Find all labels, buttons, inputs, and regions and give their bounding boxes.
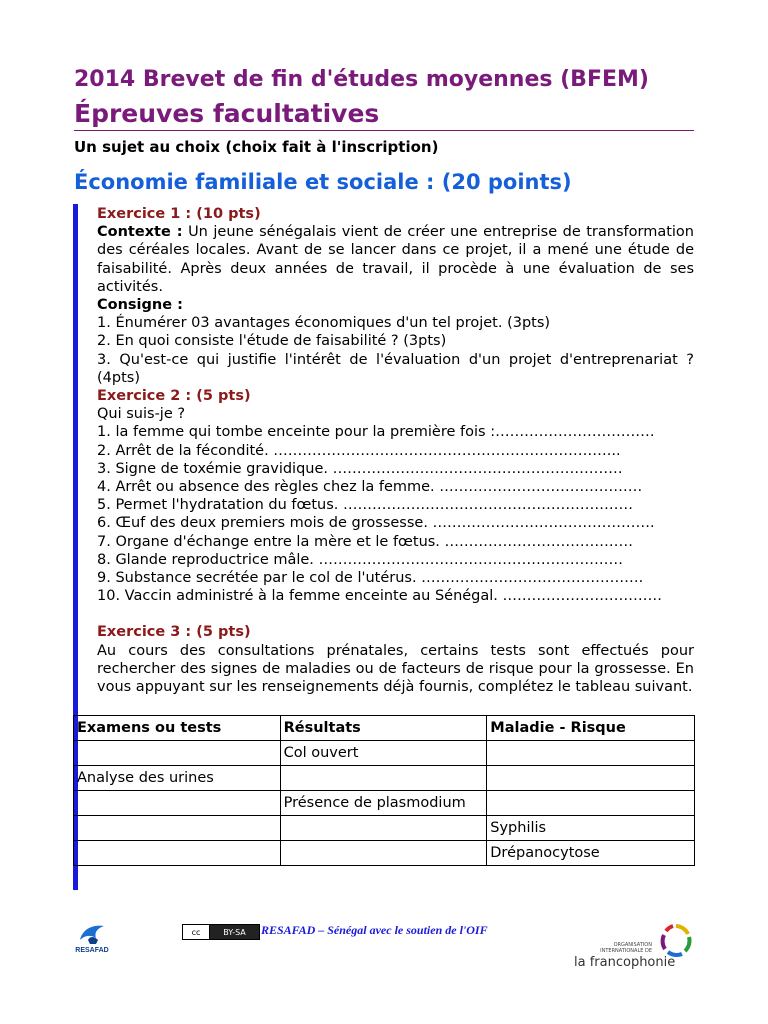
- table-cell: Analyse des urines: [74, 766, 281, 791]
- table-cell[interactable]: [74, 841, 281, 866]
- exercise-2-heading: Exercice 2 : (5 pts): [97, 388, 251, 405]
- table-row: [74, 741, 695, 766]
- section-title: Économie familiale et sociale : (20 points): [74, 170, 572, 194]
- table-cell: Col ouvert: [280, 741, 487, 766]
- title-divider: [74, 130, 694, 131]
- table-cell[interactable]: [487, 791, 695, 816]
- exercise-content: [97, 205, 694, 696]
- exercise-1-item: 3. Qu'est-ce qui justifie l'intérêt de l'évaluation d'un projet d'entreprenariat ? (4pts): [97, 351, 694, 386]
- francophonie-logo-icon: [572, 920, 696, 970]
- exercise-2-item: 1. la femme qui tombe enceinte pour la première fois :……………………………: [97, 424, 655, 441]
- cc-license-badge[interactable]: [182, 924, 260, 940]
- exercise-2-item: 8. Glande reproductrice mâle. ………………………………………………………: [97, 551, 624, 568]
- oif-name: la francophonie: [574, 955, 676, 970]
- spacer: [97, 605, 694, 623]
- table-cell[interactable]: [280, 841, 487, 866]
- table-row: [74, 791, 695, 816]
- exercise-1-heading: Exercice 1 : (10 pts): [97, 206, 261, 222]
- exercise-2-item: 7. Organe d'échange entre la mère et le fœtus. …………………………………: [97, 533, 634, 550]
- table-header-row: [74, 716, 695, 741]
- choice-note: Un sujet au choix (choix fait à l'inscription): [74, 138, 439, 156]
- context-label: Contexte :: [97, 224, 183, 241]
- table-cell: Drépanocytose: [487, 841, 695, 866]
- table-cell[interactable]: [487, 766, 695, 791]
- table-cell[interactable]: [280, 766, 487, 791]
- exercise-2-item: 2. Arrêt de la fécondité. ……………………………………………………………...: [97, 442, 621, 459]
- exercise-1-item: 1. Énumérer 03 avantages économiques d'un tel projet. (3pts): [97, 315, 551, 332]
- document-title: 2014 Brevet de fin d'études moyennes (BFEM): [74, 67, 649, 92]
- exercise-1-item: 2. En quoi consiste l'étude de faisabilité ? (3pts): [97, 333, 447, 350]
- table-cell[interactable]: [74, 741, 281, 766]
- exercise-2-item: 6. Œuf des deux premiers mois de grossesse. ……………………………………….: [97, 515, 655, 532]
- exercise-2-item: 10. Vaccin administré à la femme enceinte au Sénégal. ……………………………: [97, 588, 663, 605]
- table-row: [74, 841, 695, 866]
- consigne-label: Consigne :: [97, 297, 183, 314]
- resafad-logo-icon: [74, 920, 110, 954]
- oif-small-text-1: ORGANISATION: [613, 942, 652, 948]
- table-cell: Présence de plasmodium: [280, 791, 487, 816]
- exercise-2-item: 4. Arrêt ou absence des règles chez la femme. ……………………………………: [97, 479, 643, 496]
- footer-credit: RESAFAD – Sénégal avec le soutien de l'OIF: [261, 923, 488, 937]
- table-cell[interactable]: [280, 816, 487, 841]
- exercise-3-heading: Exercice 3 : (5 pts): [97, 624, 251, 641]
- exercise-2-intro: Qui suis-je ?: [97, 406, 186, 423]
- table-cell[interactable]: [74, 791, 281, 816]
- resafad-logo-label: RESAFAD: [75, 947, 109, 954]
- table-header-cell: Maladie - Risque: [487, 716, 695, 741]
- exercise-3-text: Au cours des consultations prénatales, certains tests sont effectués pour rechercher des signes de maladies ou de facteurs de risque pour la grossesse. En vous appuyant sur les renseignements déjà fournis, complétez le tableau suivant.: [97, 642, 694, 696]
- exercise-1-context: [97, 223, 694, 296]
- by-sa-label: BY-SA: [210, 925, 259, 939]
- table-header-cell: Examens ou tests: [74, 716, 281, 741]
- table-cell: Syphilis: [487, 816, 695, 841]
- answer-table: [73, 715, 695, 866]
- table-row: [74, 816, 695, 841]
- table-cell[interactable]: [74, 816, 281, 841]
- oif-small-text-2: INTERNATIONALE DE: [600, 948, 652, 954]
- exercise-2-item: 5. Permet l'hydratation du fœtus. ……………………………………………………: [97, 497, 634, 514]
- table-cell[interactable]: [487, 741, 695, 766]
- context-text: Un jeune sénégalais vient de créer une entreprise de transformation des céréales locales. Avant de se lancer dans ce projet, il a mené une étude de faisabilité. Après deux années de travail, il procède à une évaluation de ses activités.: [97, 224, 694, 295]
- document-subtitle: Épreuves facultatives: [74, 99, 380, 128]
- table-row: [74, 766, 695, 791]
- cc-icon: cc: [183, 925, 210, 939]
- exercise-2-item: 9. Substance secrétée par le col de l'utérus. ……………………………………….: [97, 570, 644, 587]
- table-header-cell: Résultats: [280, 716, 487, 741]
- exercise-2-item: 3. Signe de toxémie gravidique. ……………………………………………………: [97, 460, 623, 477]
